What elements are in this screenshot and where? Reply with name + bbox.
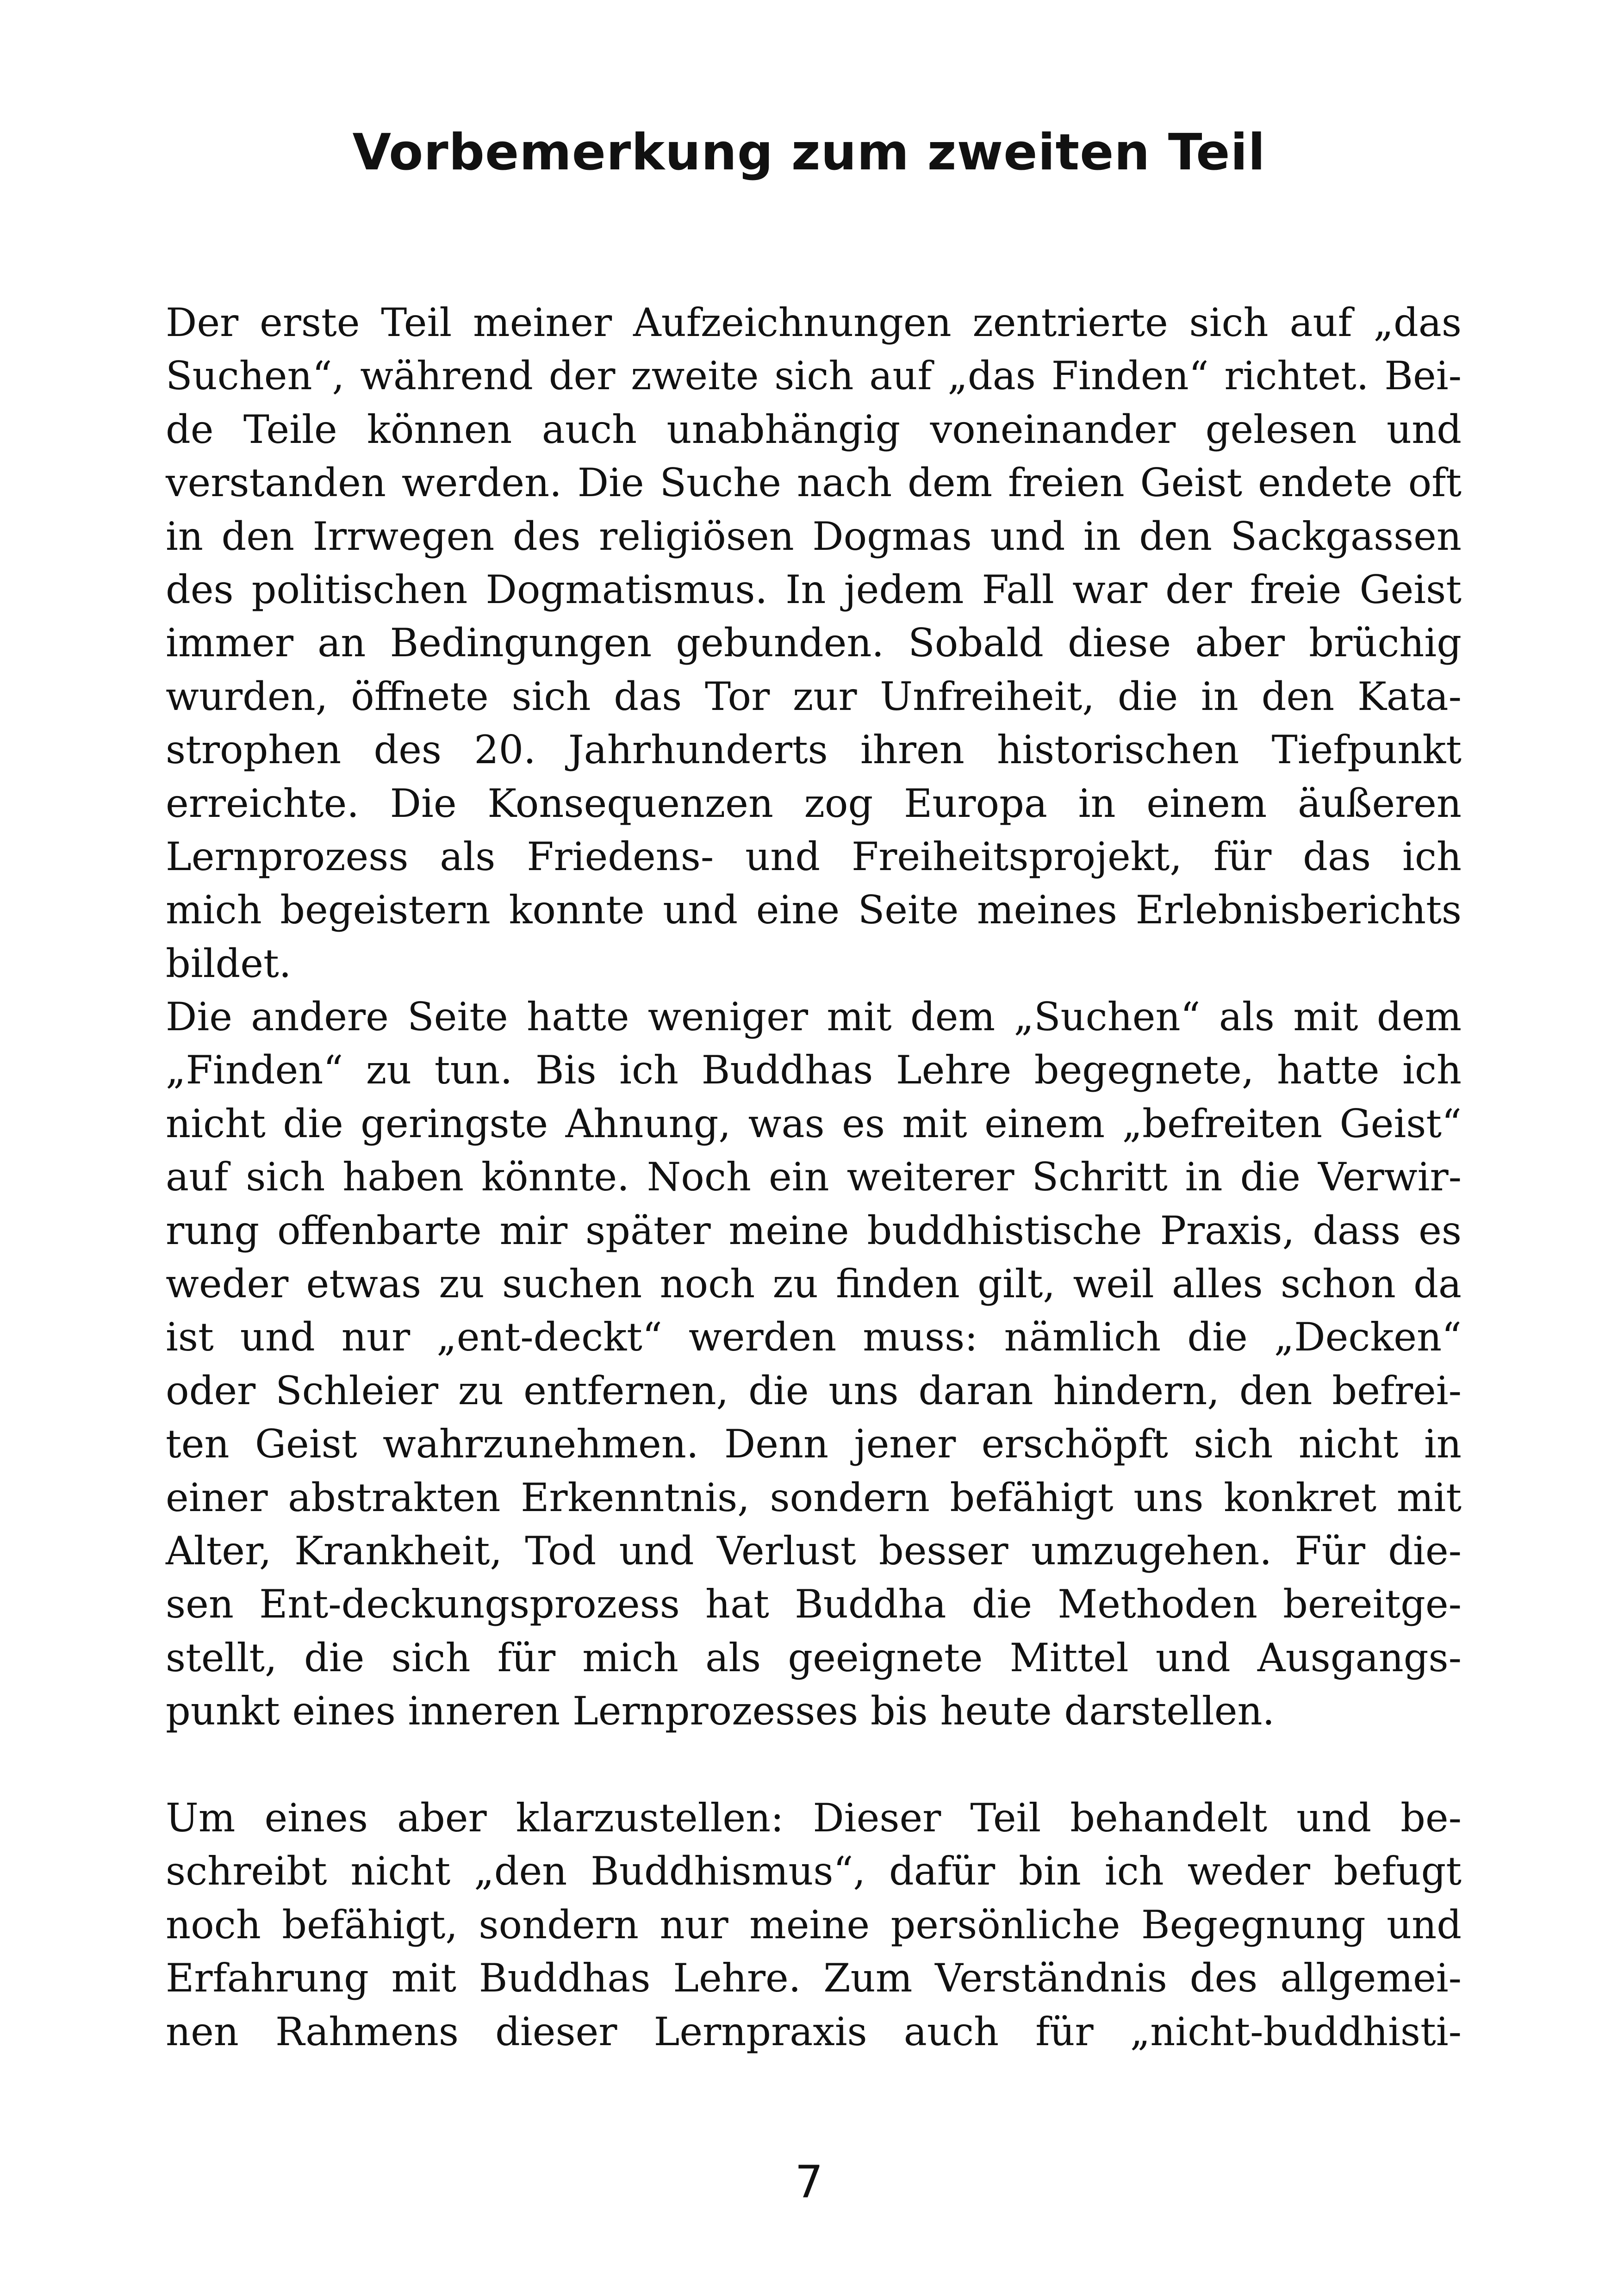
text-line: einer abstrakten Erkenntnis, sondern befähigt uns konkret mit: [166, 1475, 1462, 1520]
text-line: Der erste Teil meiner Aufzeichnungen zentrierte sich auf „das: [166, 300, 1462, 345]
chapter-title: Vorbemerkung zum zweiten Teil: [352, 124, 1266, 181]
text-line: bildet.: [166, 940, 292, 986]
text-line: „Finden“ zu tun. Bis ich Buddhas Lehre begegnete, hatte ich: [166, 1047, 1462, 1093]
text-line: Alter, Krankheit, Tod und Verlust besser umzugehen. Für die-: [166, 1528, 1462, 1574]
text-line: wurden, öffnete sich das Tor zur Unfreiheit, die in den Kata-: [166, 673, 1462, 719]
text-line: punkt eines inneren Lernprozesses bis heute darstellen.: [166, 1688, 1275, 1734]
text-line: auf sich haben könnte. Noch ein weiterer Schritt in die Verwir-: [166, 1154, 1462, 1200]
text-line: weder etwas zu suchen noch zu finden gilt, weil alles schon da: [166, 1261, 1462, 1307]
page-number: 7: [795, 2156, 823, 2208]
text-line: Erfahrung mit Buddhas Lehre. Zum Verständnis des allgemei-: [166, 1955, 1462, 2001]
text-line: ist und nur „ent-deckt“ werden muss: nämlich die „Decken“: [166, 1314, 1462, 1360]
text-line: Suchen“, während der zweite sich auf „das Finden“ richtet. Bei-: [166, 353, 1462, 399]
text-line: stellt, die sich für mich als geeignete Mittel und Ausgangs-: [166, 1635, 1462, 1680]
text-line: erreichte. Die Konsequenzen zog Europa in einem äußeren: [166, 780, 1462, 826]
body-text: [166, 296, 1462, 2059]
text-line: oder Schleier zu entfernen, die uns daran hindern, den befrei-: [166, 1368, 1462, 1413]
text-line: schreibt nicht „den Buddhismus“, dafür bin ich weder befugt: [166, 1848, 1462, 1894]
text-line: rung offenbarte mir später meine buddhistische Praxis, dass es: [166, 1207, 1462, 1253]
text-line: in den Irrwegen des religiösen Dogmas und in den Sackgassen: [166, 513, 1462, 559]
text-line: des politischen Dogmatismus. In jedem Fall war der freie Geist: [166, 566, 1462, 612]
text-line: mich begeistern konnte und eine Seite meines Erlebnisberichts: [166, 887, 1462, 933]
text-line: noch befähigt, sondern nur meine persönliche Begegnung und: [166, 1902, 1462, 1948]
text-line: strophen des 20. Jahrhunderts ihren historischen Tiefpunkt: [166, 727, 1462, 773]
text-line: Um eines aber klarzustellen: Dieser Teil behandelt und be-: [166, 1795, 1462, 1841]
text-line: immer an Bedingungen gebunden. Sobald diese aber brüchig: [166, 620, 1462, 666]
text-line: ten Geist wahrzunehmen. Denn jener erschöpft sich nicht in: [166, 1421, 1462, 1467]
text-line: nen Rahmens dieser Lernpraxis auch für „nicht-buddhisti-: [166, 2009, 1462, 2054]
text-line: Lernprozess als Friedens- und Freiheitsprojekt, für das ich: [166, 834, 1462, 879]
text-line: verstanden werden. Die Suche nach dem freien Geist endete oft: [166, 460, 1462, 506]
text-line: sen Ent-deckungsprozess hat Buddha die Methoden bereitge-: [166, 1581, 1462, 1627]
text-line: Die andere Seite hatte weniger mit dem „Suchen“ als mit dem: [166, 994, 1462, 1040]
text-line: de Teile können auch unabhängig voneinander gelesen und: [166, 406, 1462, 452]
text-line: nicht die geringste Ahnung, was es mit einem „befreiten Geist“: [166, 1101, 1462, 1146]
paragraph-gap: [166, 1738, 1462, 1792]
